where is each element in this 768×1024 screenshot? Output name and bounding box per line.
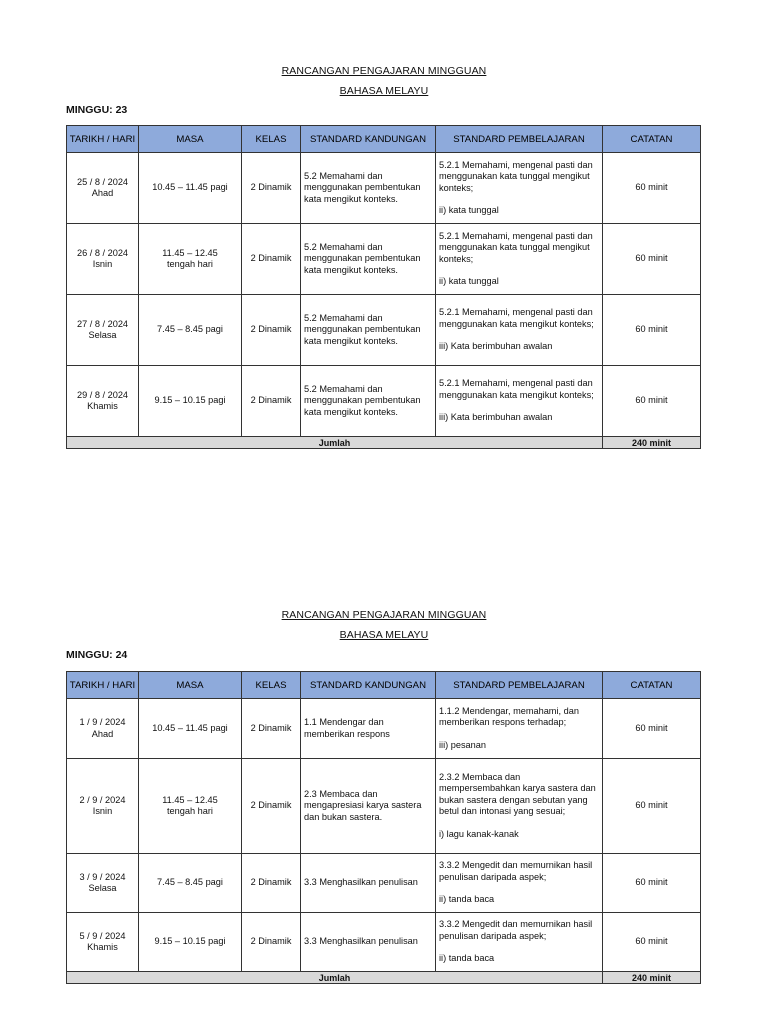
class-cell: 2 Dinamik <box>242 295 301 366</box>
total-row <box>67 437 701 449</box>
notes-cell: 60 minit <box>603 295 701 366</box>
date-cell: 2 / 9 / 2024 Isnin <box>67 759 139 854</box>
time-cell: 9.15 – 10.15 pagi <box>139 366 242 437</box>
date-cell: 5 / 9 / 2024 Khamis <box>67 913 139 972</box>
table-row <box>67 759 701 854</box>
header-date: TARIKH / HARI <box>67 672 139 699</box>
lesson-plan-table <box>66 125 701 449</box>
content-standard-cell: 3.3 Menghasilkan penulisan <box>301 913 436 972</box>
content-standard-cell: 1.1 Mendengar dan memberikan respons <box>301 699 436 759</box>
date-cell: 3 / 9 / 2024 Selasa <box>67 854 139 913</box>
header-date: TARIKH / HARI <box>67 126 139 153</box>
content-standard-cell: 3.3 Menghasilkan penulisan <box>301 854 436 913</box>
learning-standard-cell: 5.2.1 Memahami, mengenal pasti dan menggunakan kata tunggal mengikut konteks; ii) kata tunggal <box>436 153 603 224</box>
learning-standard-cell: 5.2.1 Memahami, mengenal pasti dan menggunakan kata mengikut konteks; iii) Kata berimbuhan awalan <box>436 295 603 366</box>
time-cell: 9.15 – 10.15 pagi <box>139 913 242 972</box>
date-cell: 26 / 8 / 2024 Isnin <box>67 224 139 295</box>
notes-cell: 60 minit <box>603 224 701 295</box>
total-value: 240 minit <box>603 972 701 984</box>
learning-standard-cell: 2.3.2 Membaca dan mempersembahkan karya sastera dan bukan sastera dengan sebutan yang betul dan intonasi yang sesuai; i) lagu kanak-kanak <box>436 759 603 854</box>
time-cell: 7.45 – 8.45 pagi <box>139 295 242 366</box>
lesson-plan-table <box>66 671 701 984</box>
notes-cell: 60 minit <box>603 759 701 854</box>
plan-title: RANCANGAN PENGAJARAN MINGGUAN <box>281 65 487 77</box>
notes-cell: 60 minit <box>603 913 701 972</box>
class-cell: 2 Dinamik <box>242 759 301 854</box>
class-cell: 2 Dinamik <box>242 854 301 913</box>
header-learning-standard: STANDARD PEMBELAJARAN <box>436 672 603 699</box>
header-content-standard: STANDARD KANDUNGAN <box>301 672 436 699</box>
notes-cell: 60 minit <box>603 366 701 437</box>
table-row <box>67 699 701 759</box>
table-row <box>67 153 701 224</box>
table-row <box>67 366 701 437</box>
content-standard-cell: 2.3 Membaca dan mengapresiasi karya sastera dan bukan sastera. <box>301 759 436 854</box>
class-cell: 2 Dinamik <box>242 153 301 224</box>
total-label: Jumlah <box>67 437 603 449</box>
content-standard-cell: 5.2 Memahami dan menggunakan pembentukan kata mengikut konteks. <box>301 153 436 224</box>
header-time: MASA <box>139 126 242 153</box>
table-header-row <box>67 672 701 699</box>
header-content-standard: STANDARD KANDUNGAN <box>301 126 436 153</box>
header-notes: CATATAN <box>603 126 701 153</box>
date-cell: 27 / 8 / 2024 Selasa <box>67 295 139 366</box>
time-cell: 10.45 – 11.45 pagi <box>139 153 242 224</box>
notes-cell: 60 minit <box>603 854 701 913</box>
table-row <box>67 854 701 913</box>
table-header-row <box>67 126 701 153</box>
time-cell: 11.45 – 12.45 tengah hari <box>139 224 242 295</box>
plan-title: RANCANGAN PENGAJARAN MINGGUAN <box>281 609 487 621</box>
header-learning-standard: STANDARD PEMBELAJARAN <box>436 126 603 153</box>
learning-standard-cell: 5.2.1 Memahami, mengenal pasti dan menggunakan kata mengikut konteks; iii) Kata berimbuhan awalan <box>436 366 603 437</box>
class-cell: 2 Dinamik <box>242 699 301 759</box>
date-cell: 1 / 9 / 2024 Ahad <box>67 699 139 759</box>
time-cell: 7.45 – 8.45 pagi <box>139 854 242 913</box>
table-row <box>67 913 701 972</box>
content-standard-cell: 5.2 Memahami dan menggunakan pembentukan kata mengikut konteks. <box>301 224 436 295</box>
time-cell: 11.45 – 12.45 tengah hari <box>139 759 242 854</box>
subject-title: BAHASA MELAYU <box>339 85 429 97</box>
table-row <box>67 295 701 366</box>
header-class: KELAS <box>242 672 301 699</box>
class-cell: 2 Dinamik <box>242 366 301 437</box>
learning-standard-cell: 3.3.2 Mengedit dan memurnikan hasil penulisan daripada aspek; ii) tanda baca <box>436 913 603 972</box>
total-value: 240 minit <box>603 437 701 449</box>
header-time: MASA <box>139 672 242 699</box>
learning-standard-cell: 5.2.1 Memahami, mengenal pasti dan menggunakan kata tunggal mengikut konteks; ii) kata tunggal <box>436 224 603 295</box>
learning-standard-cell: 3.3.2 Mengedit dan memurnikan hasil penulisan daripada aspek; ii) tanda baca <box>436 854 603 913</box>
learning-standard-cell: 1.1.2 Mendengar, memahami, dan memberikan respons terhadap; iii) pesanan <box>436 699 603 759</box>
class-cell: 2 Dinamik <box>242 913 301 972</box>
total-label: Jumlah <box>67 972 603 984</box>
time-cell: 10.45 – 11.45 pagi <box>139 699 242 759</box>
content-standard-cell: 5.2 Memahami dan menggunakan pembentukan kata mengikut konteks. <box>301 295 436 366</box>
subject-title: BAHASA MELAYU <box>339 629 429 641</box>
notes-cell: 60 minit <box>603 699 701 759</box>
header-class: KELAS <box>242 126 301 153</box>
header-notes: CATATAN <box>603 672 701 699</box>
content-standard-cell: 5.2 Memahami dan menggunakan pembentukan kata mengikut konteks. <box>301 366 436 437</box>
notes-cell: 60 minit <box>603 153 701 224</box>
date-cell: 29 / 8 / 2024 Khamis <box>67 366 139 437</box>
table-row <box>67 224 701 295</box>
week-label: MINGGU: 24 <box>66 649 128 661</box>
week-label: MINGGU: 23 <box>66 104 128 116</box>
date-cell: 25 / 8 / 2024 Ahad <box>67 153 139 224</box>
class-cell: 2 Dinamik <box>242 224 301 295</box>
total-row <box>67 972 701 984</box>
